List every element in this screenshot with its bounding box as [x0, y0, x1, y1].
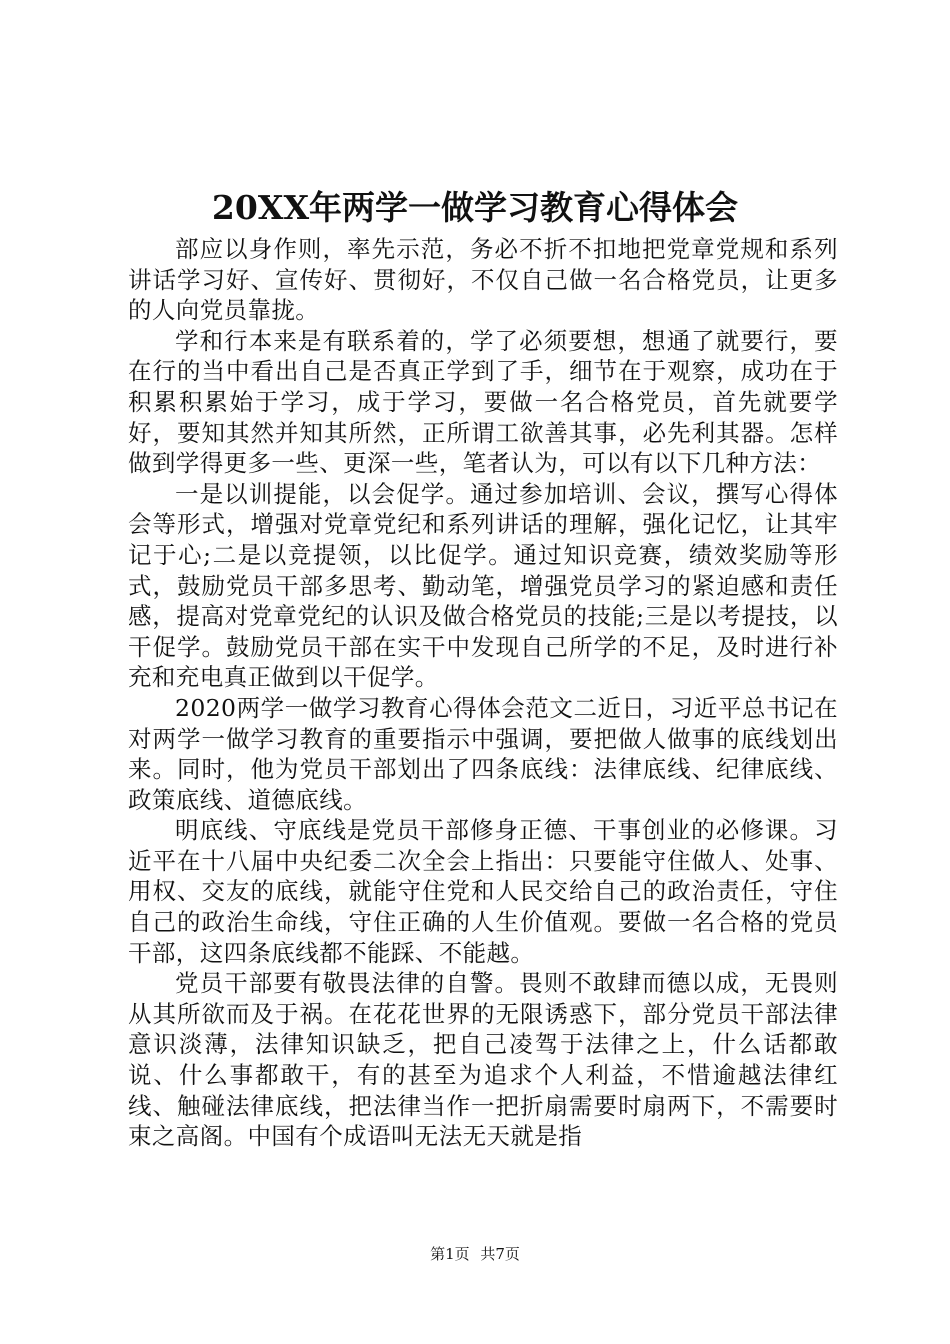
paragraph: 一是以训提能，以会促学。通过参加培训、会议，撰写心得体会等形式，增强对党章党纪和系列讲话的理解，强化记忆，让其牢记于心;二是以竞提领，以比促学。通过知识竞赛，绩效奖励等形式，鼓励党员干部多思考、勤动笔，增强党员学习的紧迫感和责任感，提高对党章党纪的认识及做合格党员的技能;三是以考提技，以干促学。鼓励党员干部在实干中发现自己所学的不足，及时进行补充和充电真正做到以干促学。 — [128, 479, 838, 692]
document-body — [128, 234, 838, 1152]
page-footer — [0, 1244, 950, 1264]
paragraph: 2020两学一做学习教育心得体会范文二近日，习近平总书记在对两学一做学习教育的重要指示中强调，要把做人做事的底线划出来。同时，他为党员干部划出了四条底线：法律底线、纪律底线、政策底线、道德底线。 — [128, 693, 838, 814]
paragraph: 部应以身作则，率先示范，务必不折不扣地把党章党规和系列讲话学习好、宣传好、贯彻好，不仅自己做一名合格党员，让更多的人向党员靠拢。 — [128, 235, 838, 325]
paragraph: 学和行本来是有联系着的，学了必须要想，想通了就要行，要在行的当中看出自己是否真正学到了手，细节在于观察，成功在于积累积累始于学习，成于学习，要做一名合格党员，首先就要学好，要知其然并知其所然，正所谓工欲善其事，必先利其器。怎样做到学得更多一些、更深一些，笔者认为，可以有以下几种方法： — [128, 326, 838, 478]
page-total: 共7页 — [480, 1245, 520, 1263]
page-number: 第1页 — [430, 1245, 470, 1263]
paragraph: 明底线、守底线是党员干部修身正德、干事创业的必修课。习近平在十八届中央纪委二次全会上指出：只要能守住做人、处事、用权、交友的底线，就能守住党和人民交给自己的政治责任，守住自己的政治生命线，守住正确的人生价值观。要做一名合格的党员干部，这四条底线都不能踩、不能越。 — [128, 816, 838, 967]
paragraph: 党员干部要有敬畏法律的自警。畏则不敢肆而德以成，无畏则从其所欲而及于祸。在花花世界的无限诱惑下，部分党员干部法律意识淡薄，法律知识缺乏，把自己凌驾于法律之上，什么话都敢说、什么事都敢干，有的甚至为追求个人利益，不惜逾越法律红线、触碰法律底线，把法律当作一把折扇需要时扇两下，不需要时束之高阁。中国有个成语叫无法无天就是指 — [128, 969, 838, 1151]
document-title: 20XX年两学一做学习教育心得体会 — [211, 188, 739, 227]
